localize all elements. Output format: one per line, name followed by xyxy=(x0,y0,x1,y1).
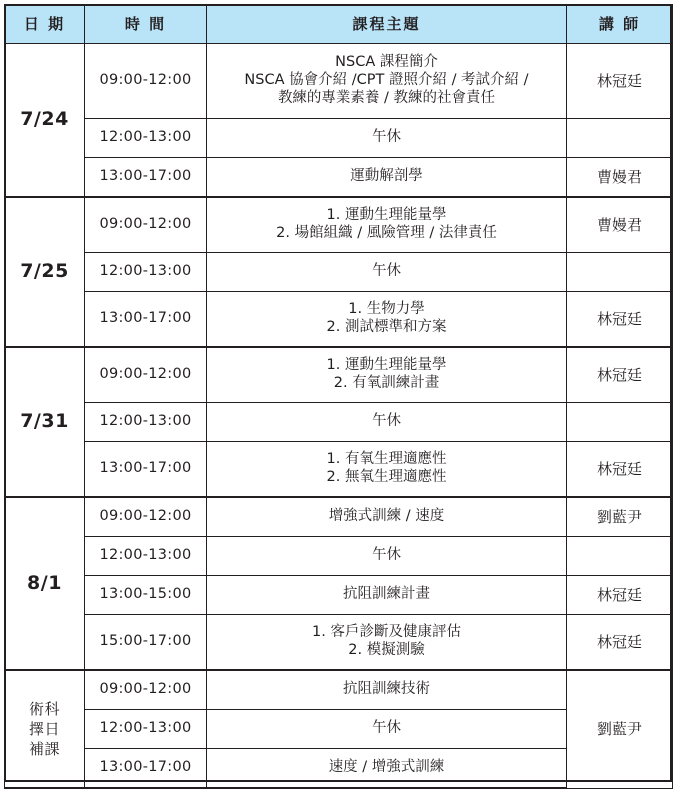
topic-line: 午休 xyxy=(372,720,401,737)
topic-line: 1. 運動生理能量學 xyxy=(326,357,447,374)
topic-line: 1. 生物力學 xyxy=(348,301,425,318)
outer-frame xyxy=(4,4,672,782)
topic-line: 午休 xyxy=(372,547,401,564)
topic-line: 運動解剖學 xyxy=(350,168,423,185)
topic-line: NSCA 協會介紹 /CPT 證照介紹 / 考試介紹 / xyxy=(244,72,529,89)
topic-line: 抗阻訓練技術 xyxy=(343,681,430,698)
topic-line: 午休 xyxy=(372,129,401,146)
time-cell: 12:00-13:00 xyxy=(85,710,207,749)
topic-line: 2. 有氧訓練計畫 xyxy=(333,375,440,391)
teacher-cell: 曹嫚君 xyxy=(567,197,673,253)
topic-line: 速度 / 增強式訓練 xyxy=(328,759,445,776)
date-text: 擇日 xyxy=(28,719,60,738)
teacher-cell: 林冠廷 xyxy=(567,615,673,671)
topic-line: 抗阻訓練計畫 xyxy=(343,586,430,603)
topic-line: 2. 模擬測驗 xyxy=(348,642,425,658)
time-cell: 12:00-13:00 xyxy=(85,119,207,158)
teacher-cell: 劉藍尹 xyxy=(567,670,673,788)
date-text: 7/24 xyxy=(20,108,69,131)
teacher-cell: 林冠廷 xyxy=(567,292,673,348)
time-cell: 13:00-17:00 xyxy=(85,292,207,348)
time-cell: 12:00-13:00 xyxy=(85,253,207,292)
header-date: 日 期 xyxy=(5,5,85,44)
header-teacher: 講 師 xyxy=(567,5,673,44)
topic-line: 1. 有氧生理適應性 xyxy=(326,451,447,468)
date-text: 7/31 xyxy=(20,410,69,433)
time-cell: 09:00-12:00 xyxy=(85,497,207,537)
header-topic: 課程主題 xyxy=(207,5,567,44)
topic-line: NSCA 課程簡介 xyxy=(335,54,438,71)
teacher-cell: 林冠廷 xyxy=(567,347,673,403)
topic-line: 2. 無氧生理適應性 xyxy=(326,469,447,485)
topic-line: 午休 xyxy=(372,263,401,280)
teacher-cell: 林冠廷 xyxy=(567,576,673,615)
time-cell: 15:00-17:00 xyxy=(85,615,207,671)
time-cell: 09:00-12:00 xyxy=(85,44,207,119)
time-cell: 09:00-12:00 xyxy=(85,670,207,710)
time-cell: 13:00-15:00 xyxy=(85,576,207,615)
time-cell: 12:00-13:00 xyxy=(85,537,207,576)
topic-line: 1. 運動生理能量學 xyxy=(326,207,447,224)
date-text: 術科 xyxy=(28,699,60,718)
time-cell: 13:00-17:00 xyxy=(85,442,207,498)
time-cell: 13:00-17:00 xyxy=(85,158,207,198)
time-cell: 13:00-17:00 xyxy=(85,749,207,789)
topic-line: 1. 客戶診斷及健康評估 xyxy=(312,624,461,641)
topic-line: 增強式訓練 / 速度 xyxy=(328,508,445,525)
teacher-cell: 林冠廷 xyxy=(567,44,673,119)
time-cell: 09:00-12:00 xyxy=(85,347,207,403)
time-cell: 12:00-13:00 xyxy=(85,403,207,442)
teacher-cell: 曹嫚君 xyxy=(567,158,673,198)
teacher-cell: 劉藍尹 xyxy=(567,497,673,537)
date-text: 補課 xyxy=(28,740,60,759)
teacher-cell: 林冠廷 xyxy=(567,442,673,498)
topic-line: 教練的專業素養 / 教練的社會責任 xyxy=(277,89,496,106)
date-text: 8/1 xyxy=(27,571,62,594)
time-cell: 09:00-12:00 xyxy=(85,197,207,253)
header-time: 時 間 xyxy=(85,5,207,44)
topic-line: 午休 xyxy=(372,413,401,430)
topic-line: 2. 測試標準和方案 xyxy=(326,319,447,335)
topic-line: 2. 場館組織 / 風險管理 / 法律責任 xyxy=(276,225,497,241)
date-text: 7/25 xyxy=(20,260,69,283)
